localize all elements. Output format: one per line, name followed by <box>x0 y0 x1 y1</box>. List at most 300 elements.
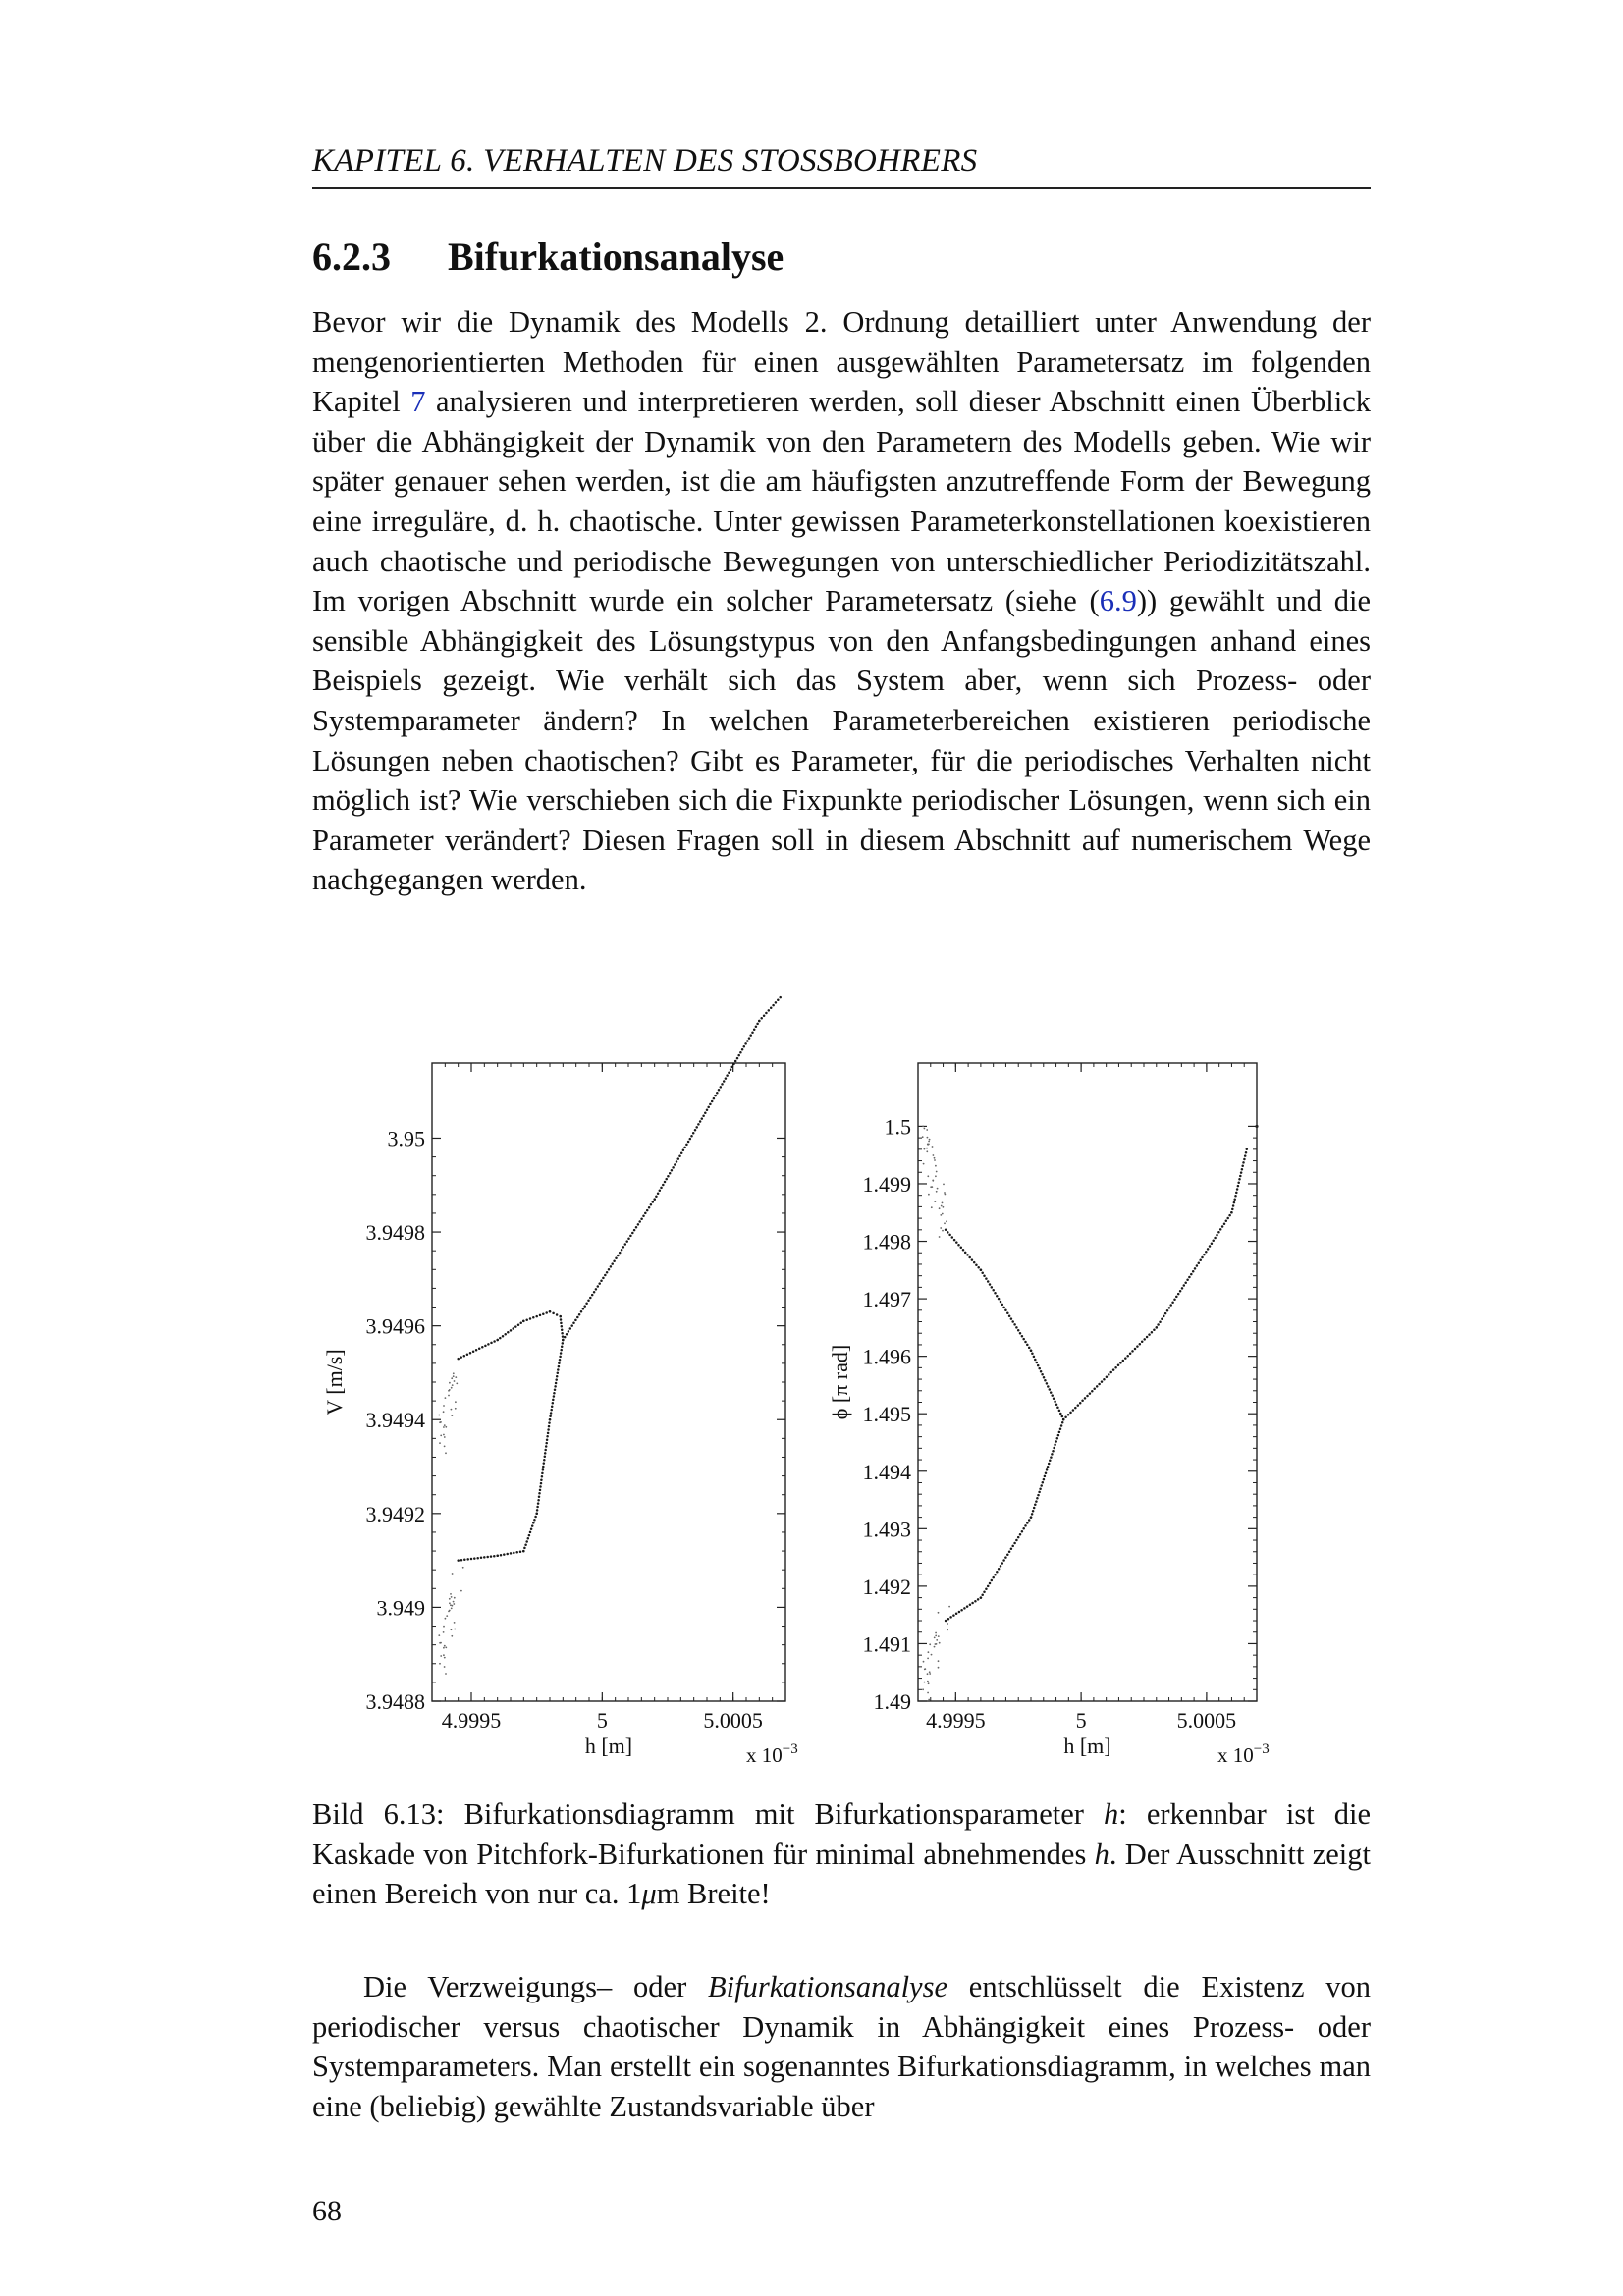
data-point <box>1074 1407 1077 1410</box>
data-point <box>1061 1421 1064 1424</box>
data-point <box>1089 1392 1092 1395</box>
data-point <box>484 1345 487 1348</box>
data-point <box>934 1646 936 1648</box>
data-point <box>692 1132 695 1135</box>
phase-bifurcation-plot <box>828 1063 1270 1767</box>
data-point <box>549 1310 552 1313</box>
data-point <box>564 1336 567 1339</box>
data-point <box>522 1550 525 1553</box>
data-point <box>1093 1388 1096 1391</box>
data-point <box>741 1048 744 1051</box>
data-point <box>1244 1154 1247 1157</box>
data-point <box>721 1083 724 1086</box>
data-point <box>453 1375 455 1377</box>
data-point <box>962 1249 965 1252</box>
data-point <box>948 1234 951 1237</box>
data-point <box>443 1626 445 1628</box>
data-point <box>545 1311 548 1314</box>
data-point <box>625 1240 628 1243</box>
data-point <box>989 1283 992 1286</box>
data-point <box>451 1409 453 1411</box>
data-point <box>1046 1468 1049 1471</box>
data-point <box>1117 1364 1120 1367</box>
data-point <box>510 1329 513 1332</box>
data-point <box>450 1593 452 1595</box>
data-point <box>453 1601 455 1603</box>
data-point <box>1043 1478 1046 1481</box>
data-point <box>985 1588 988 1591</box>
series-period-1-branch <box>1062 1148 1248 1421</box>
data-point <box>701 1117 704 1120</box>
data-point <box>456 1383 458 1385</box>
data-point <box>926 1150 928 1152</box>
data-point <box>996 1571 999 1574</box>
data-point <box>472 1350 475 1353</box>
data-point <box>737 1054 740 1057</box>
x-scale-label: x $10^{-3}$ <box>746 1741 798 1767</box>
data-point <box>736 1057 739 1060</box>
data-point <box>743 1045 746 1048</box>
data-point <box>544 1452 547 1455</box>
data-point <box>553 1392 556 1395</box>
data-point <box>966 1605 969 1608</box>
data-point <box>1034 1359 1037 1362</box>
data-point <box>475 1349 478 1352</box>
data-point <box>1072 1409 1075 1412</box>
y-axis-label: V [m/s] <box>322 1349 347 1415</box>
data-point <box>1006 1553 1009 1556</box>
data-point <box>960 1247 963 1250</box>
data-point <box>927 1137 929 1139</box>
data-point <box>963 1607 966 1610</box>
data-point <box>557 1372 560 1375</box>
data-point <box>677 1157 680 1160</box>
data-point <box>538 1496 541 1499</box>
y-tick-label: 1.491 <box>862 1631 911 1657</box>
data-point <box>928 1194 930 1196</box>
y-tick-label: 3.95 <box>387 1126 425 1151</box>
data-point <box>1077 1404 1080 1407</box>
data-point <box>450 1604 452 1606</box>
data-point <box>1184 1281 1187 1284</box>
data-point <box>589 1297 592 1300</box>
data-point <box>624 1243 627 1246</box>
data-point <box>929 1673 931 1675</box>
data-point <box>534 1516 537 1519</box>
data-point <box>610 1265 613 1268</box>
data-point <box>537 1499 540 1502</box>
data-point <box>940 1214 942 1216</box>
data-point <box>440 1435 442 1437</box>
data-point <box>483 1556 486 1559</box>
data-point <box>557 1368 560 1371</box>
data-point <box>512 1327 514 1330</box>
data-point <box>949 1616 952 1619</box>
data-point <box>1106 1376 1109 1379</box>
data-point <box>541 1472 544 1475</box>
data-point <box>1199 1259 1202 1262</box>
data-point <box>1056 1407 1059 1410</box>
data-point <box>932 1146 934 1148</box>
data-point <box>539 1485 542 1488</box>
data-point <box>1091 1390 1094 1393</box>
data-point <box>689 1138 692 1141</box>
data-point <box>936 1643 938 1645</box>
data-point <box>713 1097 716 1100</box>
x-axis-label: h [m] <box>584 1734 633 1758</box>
caption-label: Bild 6.13: <box>312 1797 445 1831</box>
data-point <box>560 1322 563 1325</box>
data-point <box>973 1261 976 1264</box>
data-point <box>1237 1185 1240 1188</box>
data-point <box>460 1356 462 1359</box>
data-point <box>1238 1178 1241 1181</box>
x-scale-exponent: −3 <box>782 1741 798 1757</box>
data-point <box>551 1405 554 1408</box>
data-point <box>942 1213 944 1215</box>
data-point <box>1044 1379 1047 1382</box>
data-point <box>1001 1304 1004 1307</box>
data-point <box>457 1559 460 1562</box>
data-point <box>927 1673 929 1675</box>
data-point <box>695 1126 698 1129</box>
data-point <box>1079 1402 1082 1405</box>
data-point <box>583 1305 586 1308</box>
data-point <box>934 1201 936 1202</box>
caption-text-1: Bifurkationsdiagramm mit Bifurkationsparameter <box>444 1797 1105 1831</box>
data-point <box>939 1642 941 1644</box>
data-point <box>1013 1542 1016 1545</box>
data-point <box>527 1537 530 1540</box>
data-point <box>445 1647 447 1649</box>
data-point <box>507 1331 510 1334</box>
data-point <box>690 1135 693 1138</box>
data-point <box>642 1215 645 1218</box>
x-tick-label: 5.0005 <box>703 1708 763 1733</box>
data-point <box>451 1415 453 1416</box>
data-point <box>704 1111 707 1114</box>
data-point <box>1109 1371 1112 1374</box>
data-point <box>987 1280 990 1283</box>
equation-reference-link[interactable]: 6.9 <box>1099 584 1137 618</box>
data-point <box>1026 1344 1029 1347</box>
data-point <box>938 1667 940 1669</box>
data-point <box>1225 1220 1228 1223</box>
data-point <box>460 1559 463 1562</box>
data-point <box>1246 1148 1249 1151</box>
data-point <box>454 1622 456 1624</box>
data-point <box>587 1300 590 1303</box>
body-text-2: entschlüsselt die Existenz von periodischer versus chaotischer Dynamik in Abhängigkeit eines Prozess- oder Systemparameters. Man erstellt ein sogenanntes Bifurkationsdiagramm, in welches man eine (beliebig) gewählte Zustandsvariable über <box>312 1970 1371 2123</box>
data-point <box>980 1269 983 1272</box>
data-point <box>927 1658 929 1660</box>
data-point <box>627 1237 630 1240</box>
data-point <box>1067 1414 1070 1416</box>
data-point <box>1022 1527 1025 1530</box>
data-point <box>1241 1165 1244 1168</box>
data-point <box>560 1352 563 1355</box>
y-tick-label: 1.497 <box>862 1287 911 1312</box>
data-point <box>940 1227 942 1229</box>
data-point <box>550 1409 553 1412</box>
data-point <box>1045 1471 1048 1474</box>
data-point <box>1008 1314 1011 1317</box>
data-point <box>470 1558 473 1561</box>
data-point <box>548 1421 551 1424</box>
data-point <box>574 1319 577 1322</box>
data-point <box>444 1446 446 1448</box>
data-point <box>732 1063 735 1066</box>
data-point <box>928 1651 930 1653</box>
chapter-reference-link[interactable]: 7 <box>410 385 426 419</box>
data-point <box>1084 1397 1087 1400</box>
y-tick-label: 1.5 <box>884 1114 911 1140</box>
data-point <box>1049 1388 1052 1391</box>
section-number: 6.2.3 <box>312 235 391 279</box>
data-point <box>1207 1248 1210 1251</box>
data-point <box>535 1513 538 1516</box>
data-point <box>1042 1481 1045 1484</box>
data-point <box>1233 1201 1236 1204</box>
data-point <box>955 1241 958 1244</box>
data-point <box>1183 1284 1186 1287</box>
data-point <box>553 1395 556 1398</box>
data-point <box>558 1362 561 1364</box>
data-point <box>938 1660 940 1662</box>
data-point <box>1032 1510 1035 1513</box>
data-point <box>615 1257 618 1260</box>
data-point <box>725 1077 728 1080</box>
data-point <box>444 1645 446 1647</box>
data-point <box>980 1596 983 1599</box>
data-point <box>934 1159 936 1161</box>
data-point <box>952 1614 955 1617</box>
data-point <box>1019 1533 1022 1536</box>
data-point <box>451 1629 453 1630</box>
data-point <box>439 1663 441 1665</box>
data-point <box>1050 1456 1053 1459</box>
data-point <box>1126 1355 1129 1358</box>
data-point <box>755 1026 758 1029</box>
data-point <box>561 1328 564 1331</box>
data-point <box>440 1655 442 1657</box>
plot-frame <box>432 1063 785 1701</box>
data-point <box>1103 1378 1106 1381</box>
data-point <box>552 1312 555 1315</box>
data-point <box>572 1322 575 1325</box>
data-point <box>1069 1412 1072 1415</box>
section-title: Bifurkationsanalyse <box>448 235 784 279</box>
data-point <box>699 1120 702 1123</box>
data-point <box>706 1109 709 1112</box>
data-point <box>957 1244 960 1247</box>
data-point <box>734 1060 737 1063</box>
data-point <box>939 1207 941 1209</box>
data-point <box>439 1421 441 1423</box>
data-point <box>1059 1413 1062 1415</box>
data-point <box>1230 1211 1233 1214</box>
data-point <box>451 1635 453 1637</box>
y-tick-label: 1.496 <box>862 1344 911 1369</box>
data-point <box>1011 1320 1014 1323</box>
data-point <box>446 1615 448 1617</box>
series-period-2-lower-branch <box>945 1418 1065 1622</box>
data-point <box>991 1286 994 1289</box>
data-point <box>560 1349 563 1352</box>
data-point <box>1059 1427 1062 1430</box>
data-point <box>445 1397 447 1399</box>
data-point <box>528 1534 531 1537</box>
data-point <box>1010 1317 1013 1320</box>
data-point <box>926 1148 928 1149</box>
data-point <box>451 1608 453 1610</box>
data-point <box>922 1688 924 1690</box>
data-point <box>1188 1276 1191 1279</box>
data-point <box>989 1582 992 1585</box>
data-point <box>937 1188 939 1190</box>
data-point <box>455 1401 457 1403</box>
data-point <box>555 1382 558 1385</box>
data-point <box>490 1555 493 1558</box>
data-point <box>443 1411 445 1413</box>
data-point <box>992 1289 995 1292</box>
intro-text-1: Bevor wir die Dynamik des Modells 2. Ordnung detailliert unter Anwendung der mengenorientierten Methoden für einen ausgewählten Parametersatz im folgenden Kapitel <box>312 305 1371 419</box>
data-point <box>533 1519 536 1522</box>
data-point <box>942 1230 944 1232</box>
data-point <box>532 1522 535 1524</box>
data-point <box>730 1069 732 1072</box>
series-isolated-point <box>1255 1125 1258 1128</box>
data-point <box>1035 1500 1038 1503</box>
data-point <box>998 1568 1001 1571</box>
data-point <box>777 998 780 1001</box>
data-point <box>947 1623 948 1625</box>
data-point <box>451 1377 453 1379</box>
series-period-1-branch <box>562 996 782 1341</box>
data-point <box>977 1266 980 1269</box>
data-point <box>943 1184 945 1186</box>
data-point <box>1040 1484 1043 1487</box>
data-point <box>449 1610 451 1612</box>
data-point <box>455 1376 457 1378</box>
data-point <box>660 1187 663 1190</box>
data-point <box>542 1466 545 1468</box>
data-point <box>1194 1267 1197 1270</box>
data-point <box>443 1405 445 1407</box>
data-point <box>449 1598 451 1600</box>
plot-frame <box>918 1063 1257 1701</box>
data-point <box>1031 1513 1034 1516</box>
body-paragraph <box>312 1967 1371 2126</box>
data-point <box>968 1256 971 1259</box>
caption-variable-h: h <box>1104 1797 1119 1831</box>
data-point <box>1198 1261 1201 1264</box>
data-point <box>1124 1357 1127 1360</box>
data-point <box>493 1340 496 1343</box>
data-point <box>1243 1158 1246 1161</box>
data-point <box>676 1160 678 1163</box>
data-point <box>1050 1391 1053 1394</box>
data-point <box>760 1017 763 1020</box>
data-point <box>617 1255 620 1257</box>
data-point <box>1214 1237 1217 1240</box>
data-point <box>585 1302 588 1305</box>
data-point <box>478 1348 481 1351</box>
data-point <box>621 1249 623 1252</box>
data-point <box>744 1042 747 1045</box>
data-point <box>543 1462 546 1465</box>
intro-paragraph <box>312 302 1371 900</box>
data-point <box>443 1647 445 1649</box>
y-tick-label: 1.492 <box>862 1574 911 1599</box>
data-point <box>1021 1530 1024 1533</box>
data-point <box>928 1141 930 1143</box>
data-point <box>552 1399 555 1402</box>
data-point <box>938 1635 940 1637</box>
data-point <box>1043 1376 1046 1379</box>
data-point <box>531 1524 534 1527</box>
data-point <box>566 1333 568 1336</box>
data-point <box>996 1295 999 1298</box>
data-point <box>1129 1353 1132 1356</box>
data-point <box>1171 1301 1174 1304</box>
data-point <box>1028 1347 1031 1350</box>
data-point <box>1037 1494 1040 1497</box>
data-point <box>1017 1536 1020 1539</box>
data-point <box>1169 1304 1172 1307</box>
data-point <box>463 1559 466 1562</box>
y-tick-label: 3.9498 <box>365 1220 425 1246</box>
x-axis-label: h [m] <box>1063 1734 1111 1758</box>
data-point <box>530 1528 533 1531</box>
data-point <box>935 1632 937 1634</box>
data-point <box>443 1631 445 1633</box>
data-point <box>1212 1240 1215 1243</box>
data-point <box>983 1590 986 1593</box>
data-point <box>529 1317 532 1320</box>
data-point <box>657 1192 660 1195</box>
data-point <box>934 1637 936 1639</box>
data-point <box>538 1492 541 1495</box>
data-point <box>652 1201 655 1203</box>
data-point <box>540 1482 543 1485</box>
data-point <box>964 1252 967 1255</box>
data-point <box>731 1066 734 1069</box>
data-point <box>974 1600 977 1603</box>
data-point <box>650 1203 653 1206</box>
running-header: KAPITEL 6. VERHALTEN DES STOSSBOHRERS <box>312 143 1371 189</box>
data-point <box>454 1597 456 1599</box>
data-point <box>763 1014 766 1017</box>
data-point <box>1040 1370 1043 1373</box>
data-point <box>1157 1323 1160 1326</box>
data-point <box>541 1475 544 1478</box>
data-point <box>945 1620 947 1623</box>
y-tick-label: 1.495 <box>862 1402 911 1427</box>
data-point <box>998 1298 1001 1301</box>
data-point <box>966 1254 969 1256</box>
data-point <box>561 1346 564 1349</box>
data-point <box>522 1320 525 1323</box>
data-point <box>1031 1353 1034 1356</box>
caption-mu: μ <box>641 1877 657 1911</box>
data-point <box>739 1051 742 1054</box>
data-point <box>1046 1382 1049 1385</box>
data-point <box>539 1314 542 1317</box>
data-point <box>525 1540 528 1543</box>
data-point <box>1201 1256 1204 1259</box>
data-point <box>598 1282 601 1285</box>
